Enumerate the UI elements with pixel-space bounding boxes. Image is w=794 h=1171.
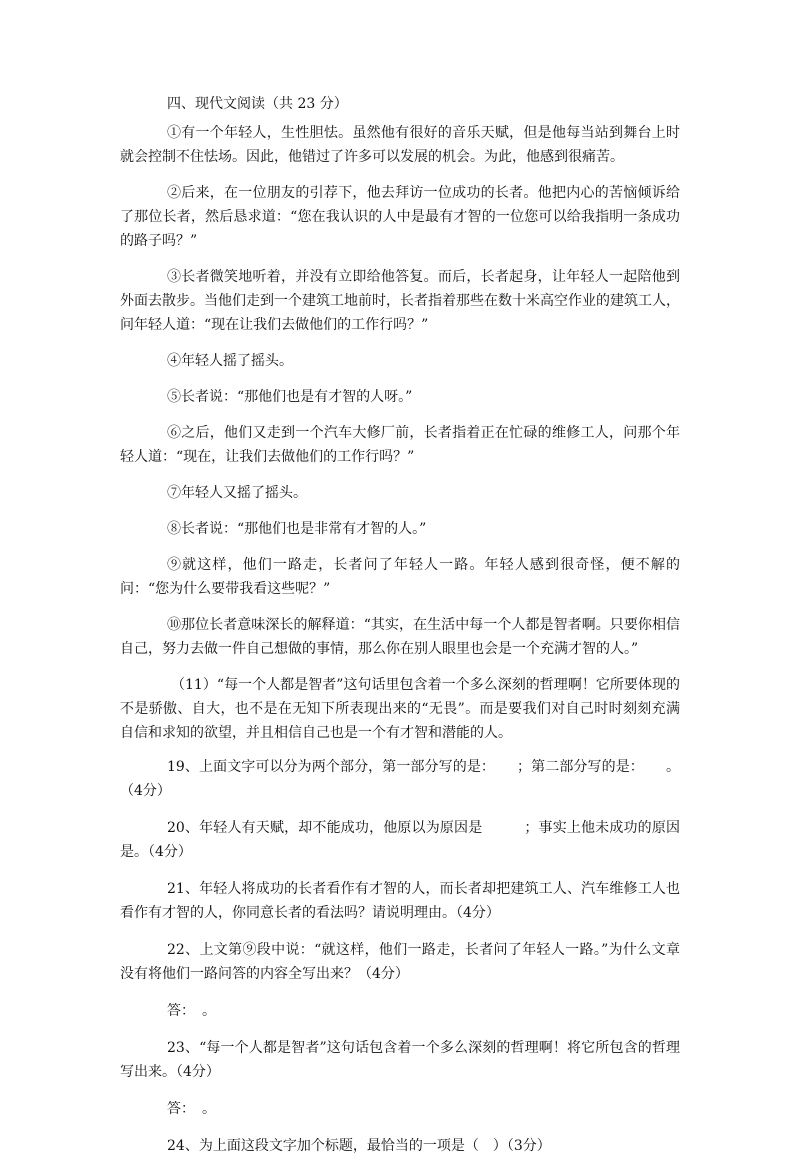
question-19-part-a: 19、上面文字可以分为两个部分，第一部分写的是： — [167, 759, 496, 775]
question-19-part-c: 。（4分） — [120, 759, 681, 799]
paragraph-6: ⑥之后，他们又走到一个汽车大修厂前，长者指着正在忙碌的维修工人，问那个年轻人道：“现在，让我们去做他们的工作行吗？” — [120, 425, 680, 465]
paragraph-5: ⑤长者说：“那他们也是有才智的人呀。” — [167, 389, 413, 405]
question-19-part-b: ；第二部分写的是： — [517, 759, 644, 775]
paragraph-1: ①有一个年轻人，生性胆怯。虽然他有很好的音乐天赋，但是他每当站到舞台上时就会控制不住怯场。因此，他错过了许多可以发展的机会。为此，他感到很痛苦。 — [120, 125, 680, 165]
question-20-part-a: 20、年轻人有天赋，却不能成功，他原以为原因是 — [167, 820, 483, 836]
question-23: 23、“每一个人都是智者”这句话包含着一个多么深刻的哲理啊！将它所包含的哲理写出来。（4分） — [120, 1040, 680, 1080]
question-24: 24、为上面这段文字加个标题，最恰当的一项是（ ）（3分） — [167, 1138, 551, 1154]
document-content — [120, 92, 680, 1171]
paragraph-3: ③长者微笑地听着，并没有立即给他答复。而后，长者起身，让年轻人一起陪他到外面去散步。当他们走到一个建筑工地前时，长者指着那些在数十米高空作业的建筑工人，问年轻人道：“现在让我们去做他们的工作行吗？” — [120, 269, 680, 333]
section-title: 四、现代文阅读（共 23 分） — [167, 96, 348, 112]
paragraph-9: ⑨就这样，他们一路走，长者问了年轻人一路。年轻人感到很奇怪，便不解的问：“您为什么要带我看这些呢？” — [120, 557, 680, 597]
question-22: 22、上文第⑨段中说：“就这样，他们一路走，长者问了年轻人一路。”为什么文章没有将他们一路问答的内容全写出来？（4分） — [120, 942, 680, 982]
question-21: 21、年轻人将成功的长者看作有才智的人，而长者却把建筑工人、汽车维修工人也看作有才智的人，你同意长者的看法吗？请说明理由。（4分） — [120, 881, 680, 921]
paragraph-2: ②后来，在一位朋友的引荐下，他去拜访一位成功的长者。他把内心的苦恼倾诉给了那位长者，然后恳求道：“您在我认识的人中是最有才智的一位您可以给我指明一条成功的路子吗？” — [120, 185, 680, 249]
paragraph-10: ⑩那位长者意味深长的解释道：“其实，在生活中每一个人都是智者啊。只要你相信自己，努力去做一件自己想做的事情，那么你在别人眼里也会是一个充满才智的人。” — [120, 617, 680, 657]
question-20-part-b: ；事实上他未成功的原因是。（4分） — [120, 820, 680, 860]
answer-23: 答： 。 — [167, 1101, 216, 1117]
paragraph-4: ④年轻人摇了摇头。 — [167, 353, 293, 369]
paragraph-7: ⑦年轻人又摇了摇头。 — [167, 485, 307, 501]
question-20 — [120, 816, 680, 864]
paragraph-8: ⑧长者说：“那他们也是非常有才智的人。” — [167, 521, 427, 537]
paragraph-11: （11）“每一个人都是智者”这句话里包含着一个多么深刻的哲理啊！它所要体现的不是骄傲、自大，也不是在无知下所表现出来的“无畏”。而是要我们对自己时时刻刻充满自信和求知的欲望，并且相信自己也是一个有才智和潜能的人。 — [120, 677, 680, 741]
answer-22: 答： 。 — [167, 1003, 216, 1019]
question-19 — [120, 755, 680, 803]
